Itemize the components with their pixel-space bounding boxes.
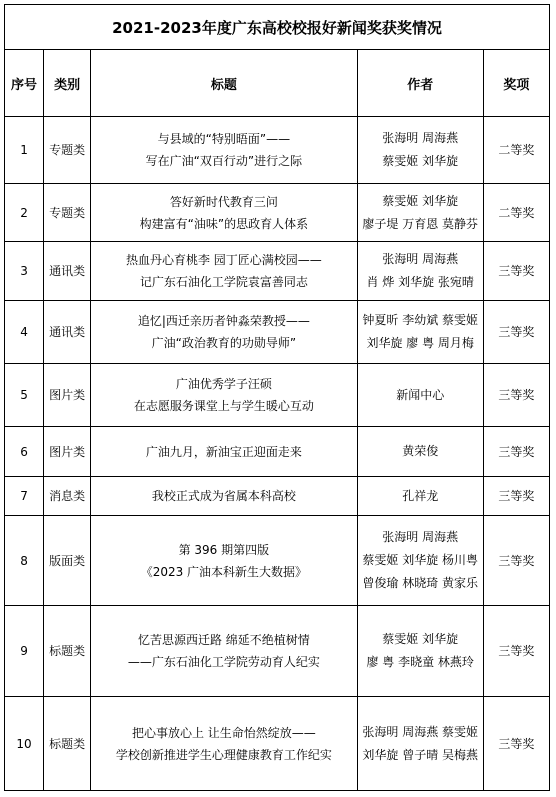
- row-category: 通讯类: [44, 242, 91, 301]
- row-number: 4: [5, 301, 44, 364]
- row-award: 三等奖: [483, 516, 549, 606]
- table-row: [5, 516, 550, 606]
- row-category: 版面类: [44, 516, 91, 606]
- row-title: [91, 427, 357, 477]
- row-category: 图片类: [44, 427, 91, 477]
- title-line: 《2023 广油本科新生大数据》: [140, 564, 308, 579]
- author-line: 张海明 周海燕: [382, 131, 459, 145]
- table-row: [5, 242, 550, 301]
- row-authors: [357, 184, 483, 242]
- row-title: [91, 477, 357, 516]
- title-line: 把心事放心上 让生命怡然绽放——: [131, 725, 316, 740]
- author-line: 曾俊瑜 林晓琦 黄家乐: [362, 576, 479, 590]
- row-authors: [357, 301, 483, 364]
- table-row: [5, 606, 550, 697]
- row-title: [91, 184, 357, 242]
- row-number: 6: [5, 427, 44, 477]
- author-line: 刘华旋 廖 粤 周月梅: [366, 336, 474, 350]
- row-award: 三等奖: [483, 697, 549, 791]
- author-line: 肖 烨 刘华旋 张宛晴: [366, 275, 474, 289]
- author-line: 孔祥龙: [402, 488, 439, 503]
- award-table-container: [4, 4, 550, 791]
- row-authors: [357, 477, 483, 516]
- table-title: 2021-2023年度广东高校校报好新闻奖获奖情况: [5, 5, 550, 50]
- row-award: 三等奖: [483, 606, 549, 697]
- header-title: 标题: [91, 50, 357, 117]
- title-line: 学校创新推进学生心理健康教育工作纪实: [115, 747, 332, 762]
- row-title: [91, 697, 357, 791]
- table-row: [5, 117, 550, 184]
- row-number: 10: [5, 697, 44, 791]
- header-category: 类别: [44, 50, 91, 117]
- row-number: 2: [5, 184, 44, 242]
- header-row: [5, 50, 550, 117]
- row-title: [91, 301, 357, 364]
- row-number: 3: [5, 242, 44, 301]
- author-line: 蔡雯姬 刘华旋: [382, 632, 459, 646]
- row-authors: [357, 364, 483, 427]
- header-award: 奖项: [483, 50, 549, 117]
- table-row: [5, 364, 550, 427]
- row-category: 消息类: [44, 477, 91, 516]
- table-row: [5, 477, 550, 516]
- row-category: 图片类: [44, 364, 91, 427]
- author-line: 张海明 周海燕 蔡雯姬: [362, 724, 479, 739]
- author-line: 廖 粤 李晓童 林燕玲: [366, 655, 474, 669]
- row-title: [91, 516, 357, 606]
- title-line: 构建富有“油味”的思政育人体系: [139, 216, 309, 231]
- author-line: 刘华旋 曾子晴 吴梅燕: [362, 747, 479, 762]
- row-number: 1: [5, 117, 44, 184]
- author-line: 蔡雯姬 刘华旋: [382, 154, 459, 168]
- row-number: 9: [5, 606, 44, 697]
- row-title: [91, 242, 357, 301]
- row-award: 三等奖: [483, 242, 549, 301]
- row-authors: [357, 606, 483, 697]
- title-line: 第 396 期第四版: [178, 542, 270, 557]
- row-category: 专题类: [44, 117, 91, 184]
- title-line: 广油“政治教育的功勋导师”: [151, 336, 297, 350]
- title-line: 热血丹心育桃李 园丁匠心满校园——: [125, 253, 322, 267]
- row-award: 二等奖: [483, 117, 549, 184]
- row-number: 7: [5, 477, 44, 516]
- row-authors: [357, 516, 483, 606]
- table-row: [5, 301, 550, 364]
- award-table: [4, 4, 550, 791]
- row-category: 通讯类: [44, 301, 91, 364]
- title-line: 记广东石油化工学院袁富善同志: [139, 275, 308, 289]
- row-title: [91, 117, 357, 184]
- row-award: 三等奖: [483, 477, 549, 516]
- author-line: 新闻中心: [396, 387, 445, 402]
- row-category: 专题类: [44, 184, 91, 242]
- title-line: 广油优秀学子汪硕: [175, 377, 272, 391]
- row-award: 二等奖: [483, 184, 549, 242]
- title-line: 答好新时代教育三问: [169, 194, 278, 209]
- title-line: 写在广油“双百行动”进行之际: [145, 154, 303, 168]
- title-line: ——广东石油化工学院劳动育人纪实: [127, 655, 320, 669]
- table-row: [5, 427, 550, 477]
- author-line: 黄荣俊: [402, 444, 439, 458]
- row-number: 5: [5, 364, 44, 427]
- title-line: 追忆|西迁亲历者钟淼荣教授——: [137, 314, 310, 328]
- row-category: 标题类: [44, 606, 91, 697]
- author-line: 钟夏昕 李幼斌 蔡雯姬: [362, 313, 479, 327]
- title-line: 与县域的“特别晤面”——: [157, 132, 291, 146]
- header-no: 序号: [5, 50, 44, 117]
- author-line: 张海明 周海燕: [382, 252, 459, 266]
- title-line: 在志愿服务课堂上与学生暖心互动: [133, 399, 314, 413]
- row-title: [91, 606, 357, 697]
- table-body: [5, 117, 550, 791]
- row-authors: [357, 697, 483, 791]
- row-category: 标题类: [44, 697, 91, 791]
- table-row: [5, 697, 550, 791]
- author-line: 蔡雯姬 刘华旋 杨川粤: [362, 553, 479, 567]
- table-row: [5, 184, 550, 242]
- title-line: 广油九月，新油宝正迎面走来: [145, 444, 302, 459]
- title-line: 忆苦思源西迁路 绵延不绝植树情: [137, 633, 310, 647]
- row-award: 三等奖: [483, 364, 549, 427]
- row-award: 三等奖: [483, 301, 549, 364]
- title-line: 我校正式成为省属本科高校: [151, 489, 296, 503]
- row-authors: [357, 117, 483, 184]
- row-title: [91, 364, 357, 427]
- row-number: 8: [5, 516, 44, 606]
- row-authors: [357, 242, 483, 301]
- header-author: 作者: [357, 50, 483, 117]
- row-award: 三等奖: [483, 427, 549, 477]
- row-authors: [357, 427, 483, 477]
- author-line: 廖子堤 万育恩 莫静芬: [362, 216, 479, 231]
- author-line: 蔡雯姬 刘华旋: [382, 193, 459, 208]
- author-line: 张海明 周海燕: [382, 530, 459, 544]
